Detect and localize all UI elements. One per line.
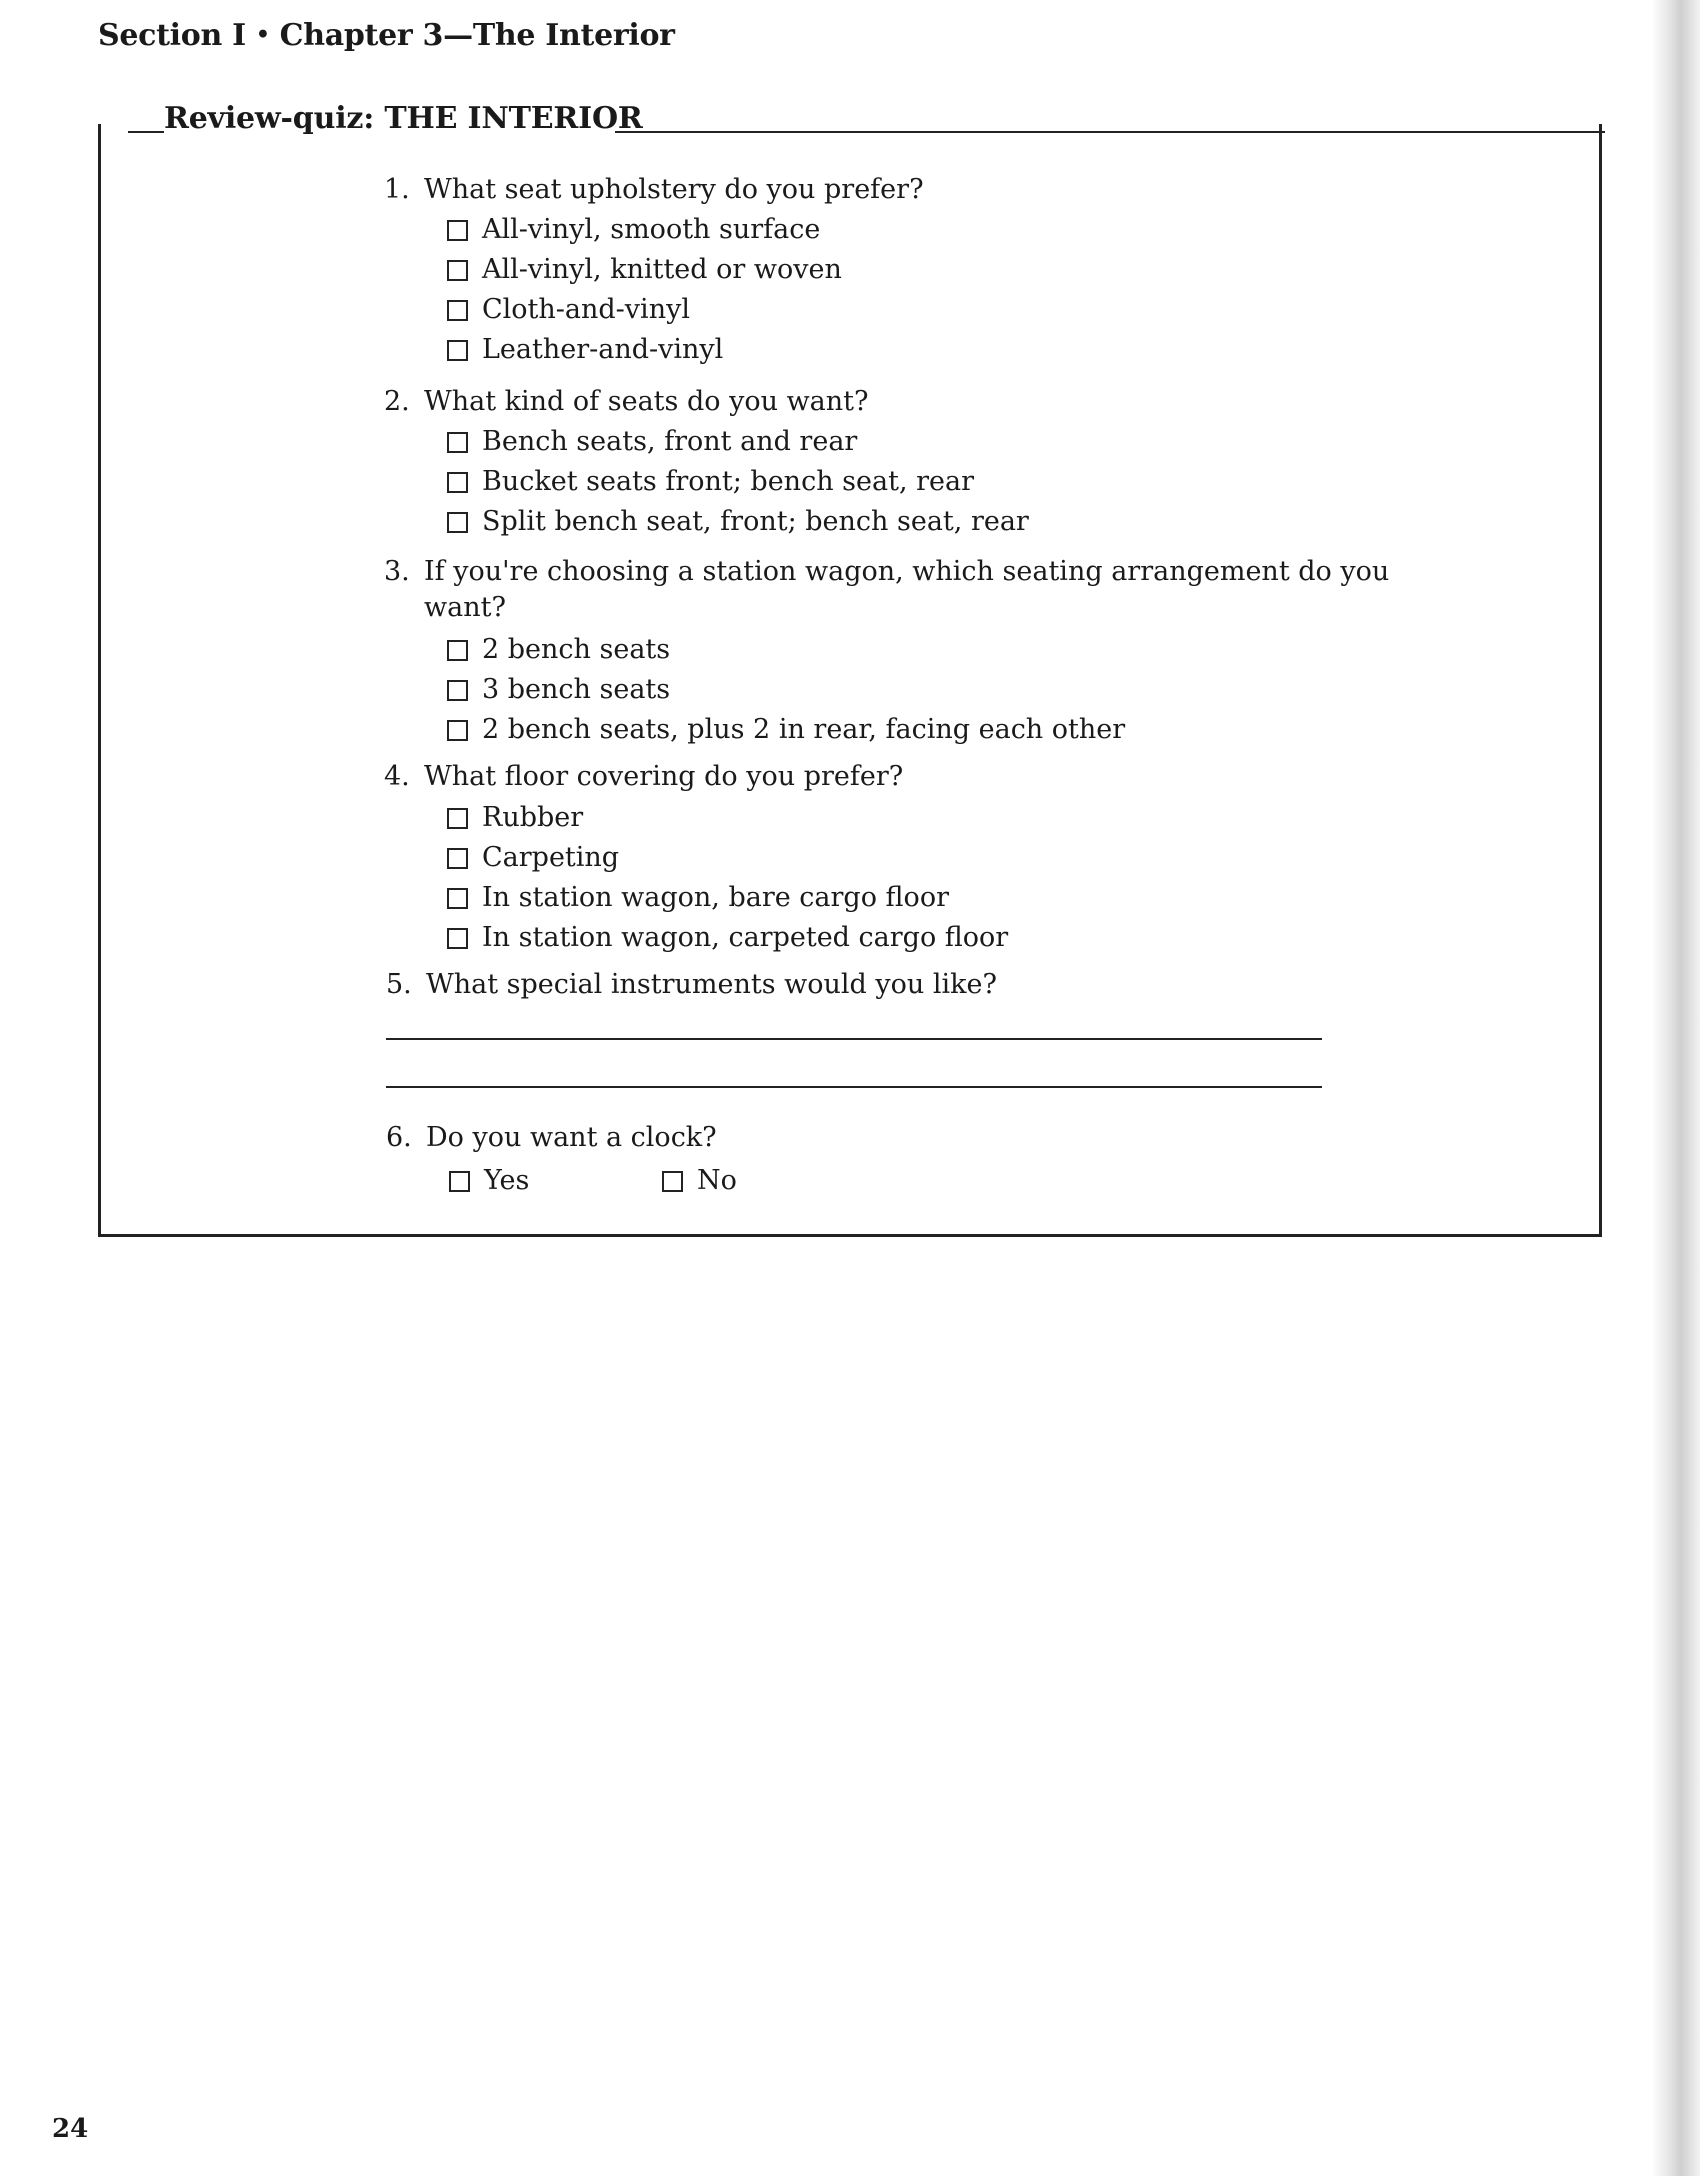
option-2-bench-seats[interactable] <box>447 632 670 668</box>
option-split-bench-seat[interactable] <box>447 504 1029 540</box>
checkbox[interactable] <box>447 640 468 661</box>
question-text: Do you want a clock? <box>426 1122 717 1153</box>
question-4 <box>384 759 903 795</box>
option-all-vinyl-smooth[interactable] <box>447 212 820 248</box>
checkbox[interactable] <box>447 808 468 829</box>
option-label: Yes <box>484 1165 530 1196</box>
option-label: No <box>697 1165 737 1196</box>
answer-line-2[interactable] <box>386 1086 1322 1088</box>
option-label: Cloth-and-vinyl <box>482 294 690 325</box>
checkbox[interactable] <box>447 512 468 533</box>
option-3-bench-seats[interactable] <box>447 672 670 708</box>
running-header <box>98 18 675 53</box>
question-5 <box>386 967 997 1003</box>
question-text: What special instruments would you like? <box>426 969 997 1000</box>
question-text: What seat upholstery do you prefer? <box>424 174 924 205</box>
option-label: 3 bench seats <box>482 674 671 705</box>
section-label: Section I <box>98 18 246 53</box>
option-carpeted-cargo-floor[interactable] <box>447 920 1008 956</box>
option-label: All-vinyl, knitted or woven <box>482 254 842 285</box>
checkbox[interactable] <box>447 888 468 909</box>
checkbox[interactable] <box>447 848 468 869</box>
option-carpeting[interactable] <box>447 840 619 876</box>
option-cloth-and-vinyl[interactable] <box>447 292 690 328</box>
option-no[interactable] <box>662 1163 737 1199</box>
question-number: 4. <box>384 761 410 792</box>
quiz-title: Review-quiz: THE INTERIOR <box>164 101 643 136</box>
option-label: In station wagon, carpeted cargo floor <box>482 922 1009 953</box>
checkbox[interactable] <box>447 928 468 949</box>
title-rule-right <box>615 131 1605 133</box>
option-label: All-vinyl, smooth surface <box>482 214 821 245</box>
question-number: 3. <box>384 556 410 587</box>
page-number: 24 <box>52 2114 89 2144</box>
checkbox[interactable] <box>447 432 468 453</box>
option-label: In station wagon, bare cargo floor <box>482 882 949 913</box>
question-number: 6. <box>386 1122 412 1153</box>
option-2-bench-plus-2-rear[interactable] <box>447 712 1125 748</box>
option-label: 2 bench seats <box>482 634 671 665</box>
option-yes[interactable] <box>449 1163 529 1199</box>
option-label: Leather-and-vinyl <box>482 334 724 365</box>
bullet-separator: • <box>255 22 270 48</box>
option-leather-and-vinyl[interactable] <box>447 332 723 368</box>
question-1 <box>384 172 924 208</box>
option-bucket-seats-front[interactable] <box>447 464 974 500</box>
option-all-vinyl-knitted[interactable] <box>447 252 842 288</box>
chapter-label: Chapter 3—The Interior <box>279 18 675 53</box>
checkbox[interactable] <box>447 340 468 361</box>
checkbox[interactable] <box>447 220 468 241</box>
question-number: 5. <box>386 969 412 1000</box>
option-label: 2 bench seats, plus 2 in rear, facing each other <box>482 714 1126 745</box>
option-label: Bucket seats front; bench seat, rear <box>482 466 974 497</box>
checkbox[interactable] <box>447 720 468 741</box>
checkbox[interactable] <box>447 260 468 281</box>
option-rubber[interactable] <box>447 800 583 836</box>
question-number: 2. <box>384 386 410 417</box>
question-text: What floor covering do you prefer? <box>424 761 904 792</box>
answer-line-1[interactable] <box>386 1038 1322 1040</box>
question-3-continued: want? <box>424 592 506 623</box>
question-3 <box>384 554 1389 590</box>
option-label: Rubber <box>482 802 584 833</box>
checkbox[interactable] <box>447 300 468 321</box>
option-label: Bench seats, front and rear <box>482 426 858 457</box>
page-edge-shadow <box>1652 0 1700 2176</box>
checkbox[interactable] <box>447 680 468 701</box>
question-2 <box>384 384 869 420</box>
question-number: 1. <box>384 174 410 205</box>
question-6 <box>386 1120 717 1156</box>
option-label: Split bench seat, front; bench seat, rear <box>482 506 1029 537</box>
question-text: If you're choosing a station wagon, which seating arrangement do you <box>424 556 1390 587</box>
option-bare-cargo-floor[interactable] <box>447 880 949 916</box>
checkbox[interactable] <box>662 1171 683 1192</box>
checkbox[interactable] <box>447 472 468 493</box>
checkbox[interactable] <box>449 1171 470 1192</box>
question-text: What kind of seats do you want? <box>424 386 869 417</box>
option-bench-seats-front-rear[interactable] <box>447 424 857 460</box>
quiz-box <box>98 124 1602 1237</box>
option-label: Carpeting <box>482 842 620 873</box>
title-rule-left <box>128 131 164 133</box>
